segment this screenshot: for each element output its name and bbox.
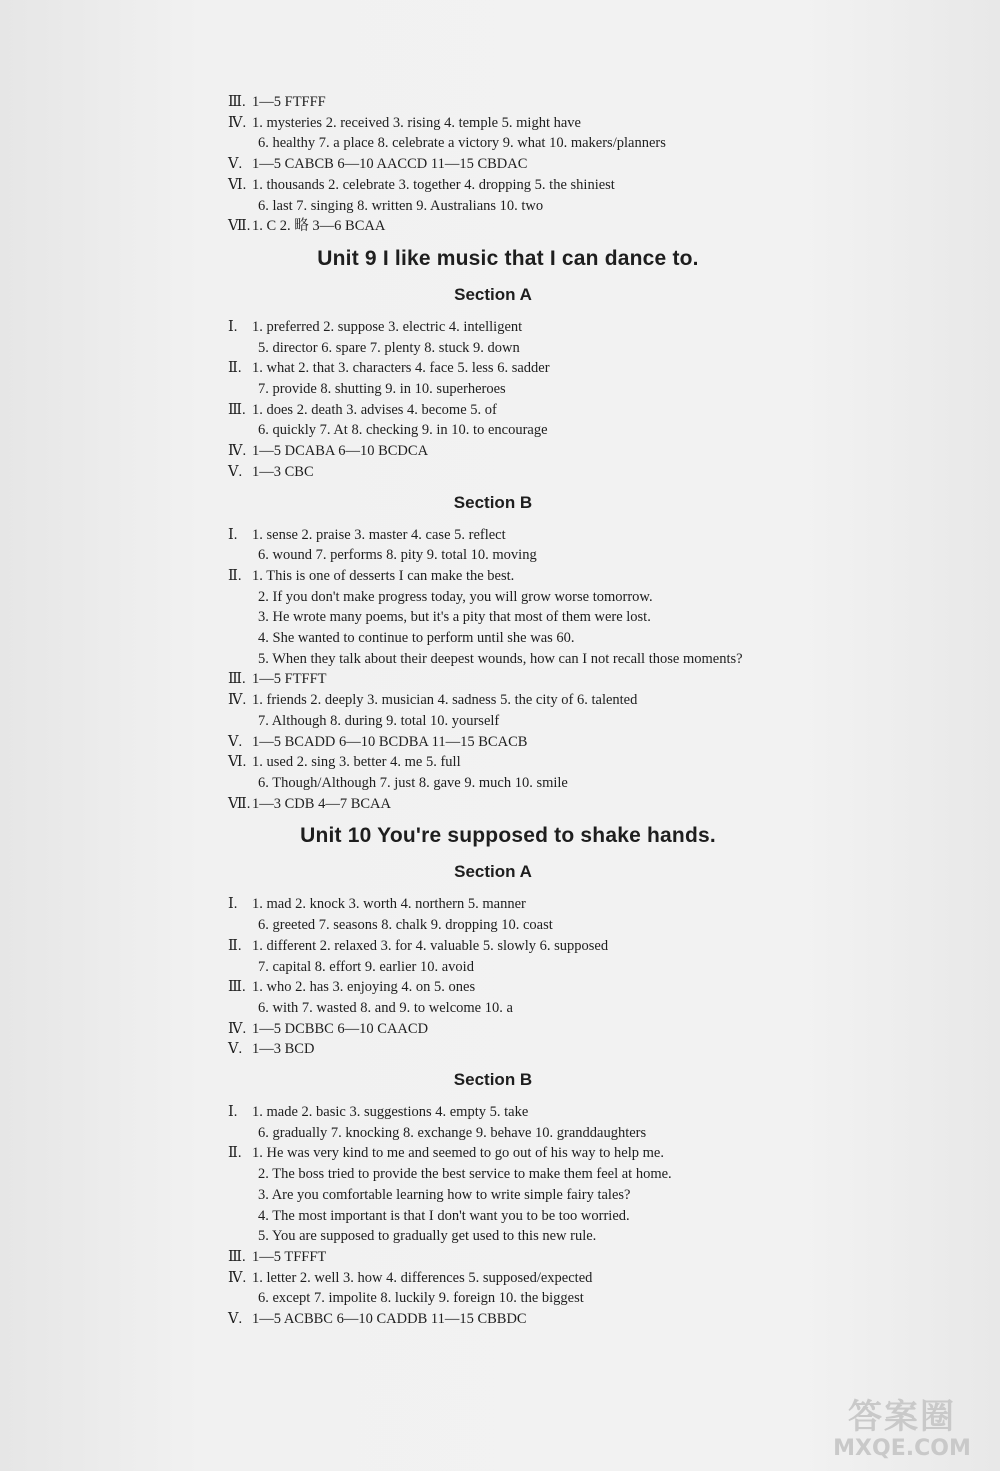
answer-text: 1—5 DCBBC 6—10 CAACD xyxy=(252,1020,429,1037)
answer-line xyxy=(228,1185,788,1206)
answer-line xyxy=(228,400,788,421)
question-number: Ⅴ. xyxy=(228,463,243,480)
answer-line xyxy=(228,566,788,587)
answer-line xyxy=(228,1143,788,1164)
answer-text: 7. capital 8. effort 9. earlier 10. avoid xyxy=(258,958,474,975)
answer-line xyxy=(228,379,788,400)
answer-text: 1. what 2. that 3. characters 4. face 5. less 6. sadder xyxy=(252,360,550,377)
question-number: Ⅲ. xyxy=(228,94,246,110)
answer-text: 7. provide 8. shutting 9. in 10. superheroes xyxy=(258,381,506,398)
answer-text: 1. friends 2. deeply 3. musician 4. sadness 5. the city of 6. talented xyxy=(252,692,638,709)
answer-line xyxy=(228,1019,788,1040)
answer-text: 1—3 CBC xyxy=(252,463,314,480)
answer-line xyxy=(228,317,788,338)
answer-text: 1—5 FTFFT xyxy=(252,671,327,688)
question-number: Ⅱ. xyxy=(228,360,242,377)
answer-text: 6. wound 7. performs 8. pity 9. total 10. moving xyxy=(258,547,537,564)
answer-line xyxy=(228,1102,788,1123)
question-number: Ⅵ. xyxy=(228,754,247,771)
question-number: Ⅰ. xyxy=(228,896,238,913)
answer-text: 3. He wrote many poems, but it's a pity that most of them were lost. xyxy=(258,609,651,626)
question-number: Ⅲ. xyxy=(228,979,246,996)
answer-text: 1. who 2. has 3. enjoying 4. on 5. ones xyxy=(252,979,476,996)
answer-line xyxy=(228,732,788,753)
answer-text: 6. last 7. singing 8. written 9. Australians 10. two xyxy=(258,197,544,214)
question-number: Ⅰ. xyxy=(228,526,238,543)
answer-line xyxy=(228,794,788,815)
answer-text: 1. sense 2. praise 3. master 4. case 5. reflect xyxy=(252,526,506,543)
answer-line xyxy=(228,92,788,113)
answer-line xyxy=(228,154,788,175)
answer-line xyxy=(228,936,788,957)
question-number: Ⅶ. xyxy=(228,218,251,235)
answer-text: 1—3 CDB 4—7 BCAA xyxy=(252,795,391,812)
answer-text: 1—5 ACBBC 6—10 CADDB 11—15 CBBDC xyxy=(252,1311,527,1328)
answer-line xyxy=(228,358,788,379)
answer-line xyxy=(228,1164,788,1185)
answer-line xyxy=(228,587,788,608)
question-number: Ⅰ. xyxy=(228,1104,238,1121)
answer-text: 5. director 6. spare 7. plenty 8. stuck 9. down xyxy=(258,339,520,356)
answer-text: 2. If you don't make progress today, you will grow worse tomorrow. xyxy=(258,588,653,605)
question-number: Ⅵ. xyxy=(228,176,247,193)
answer-text: 1—5 BCADD 6—10 BCDBA 11—15 BCACB xyxy=(252,733,528,750)
question-number: Ⅰ. xyxy=(228,318,238,335)
answer-text: 6. healthy 7. a place 8. celebrate a victory 9. what 10. makers/planners xyxy=(258,135,666,152)
answer-line xyxy=(228,649,788,670)
unit10-section-a-title: Section A xyxy=(454,862,532,882)
question-number: Ⅲ. xyxy=(228,1248,246,1265)
question-number: Ⅱ. xyxy=(228,1145,242,1162)
answer-line xyxy=(228,462,788,483)
answer-text: 1—5 TFFFT xyxy=(252,1248,327,1265)
answer-line xyxy=(228,894,788,915)
answer-line xyxy=(228,545,788,566)
answer-line xyxy=(228,690,788,711)
unit10-section-b-answers xyxy=(228,1102,788,1330)
question-number: Ⅳ. xyxy=(228,114,247,131)
unit8-tail-answers xyxy=(228,92,788,237)
answer-line xyxy=(228,420,788,441)
answer-line xyxy=(228,1309,788,1330)
answer-line xyxy=(228,1288,788,1309)
answer-text: 5. You are supposed to gradually get used to this new rule. xyxy=(258,1228,597,1245)
answer-content xyxy=(228,92,788,1330)
answer-text: 1. letter 2. well 3. how 4. differences 5. supposed/expected xyxy=(252,1269,593,1286)
answer-text: 6. with 7. wasted 8. and 9. to welcome 10. a xyxy=(258,999,513,1016)
unit10-section-b-title: Section B xyxy=(453,1070,533,1090)
answer-text: 1. mysteries 2. received 3. rising 4. temple 5. might have xyxy=(252,114,581,131)
question-number: Ⅶ. xyxy=(228,795,251,812)
answer-line xyxy=(228,607,788,628)
answer-line xyxy=(228,216,788,237)
answer-line xyxy=(228,196,788,217)
answer-line xyxy=(228,525,788,546)
question-number: Ⅳ. xyxy=(228,1269,247,1286)
question-number: Ⅴ. xyxy=(228,1311,243,1328)
question-number: Ⅲ. xyxy=(228,401,246,418)
question-number: Ⅳ. xyxy=(228,1020,247,1037)
answer-text: 1. preferred 2. suppose 3. electric 4. intelligent xyxy=(252,318,523,335)
unit9-section-a-answers xyxy=(228,317,788,483)
answer-line xyxy=(228,113,788,134)
answer-line xyxy=(228,175,788,196)
answer-text: 4. She wanted to continue to perform until she was 60. xyxy=(258,630,575,647)
answer-line xyxy=(228,998,788,1019)
answer-text: 3. Are you comfortable learning how to write simple fairy tales? xyxy=(258,1186,631,1203)
answer-text: 2. The boss tried to provide the best service to make them feel at home. xyxy=(258,1166,672,1183)
answer-line xyxy=(228,628,788,649)
question-number: Ⅴ. xyxy=(228,733,243,750)
answer-text: 1. made 2. basic 3. suggestions 4. empty 5. take xyxy=(252,1104,529,1121)
unit9-section-a-title: Section A xyxy=(454,284,532,304)
answer-text: 1. thousands 2. celebrate 3. together 4. dropping 5. the shiniest xyxy=(252,176,615,193)
answer-text: 1. This is one of desserts I can make the best. xyxy=(252,567,515,584)
question-number: Ⅴ. xyxy=(228,156,243,173)
answer-text: 1. mad 2. knock 3. worth 4. northern 5. manner xyxy=(252,896,526,913)
unit10-title: Unit 10 You're supposed to shake hands. xyxy=(300,824,716,848)
answer-line xyxy=(228,133,788,154)
answer-text: 5. When they talk about their deepest wounds, how can I not recall those moments? xyxy=(258,650,743,667)
answer-line xyxy=(228,1247,788,1268)
answer-text: 1. does 2. death 3. advises 4. become 5. of xyxy=(252,401,497,418)
answer-line xyxy=(228,1039,788,1060)
answer-text: 1. used 2. sing 3. better 4. me 5. full xyxy=(252,754,461,771)
question-number: Ⅳ. xyxy=(228,692,247,709)
answer-line xyxy=(228,1206,788,1227)
watermark-text: 答案圈 xyxy=(848,1397,956,1437)
unit10-section-a-answers xyxy=(228,894,788,1060)
watermark-logo xyxy=(812,1397,992,1467)
answer-text: 6. greeted 7. seasons 8. chalk 9. dropping 10. coast xyxy=(258,917,553,934)
answer-text: 6. quickly 7. At 8. checking 9. in 10. to encourage xyxy=(258,422,548,439)
answer-line xyxy=(228,1123,788,1144)
answer-text: 1—5 CABCB 6—10 AACCD 11—15 CBDAC xyxy=(252,156,528,173)
answer-text: 1. He was very kind to me and seemed to go out of his way to help me. xyxy=(252,1145,664,1162)
answer-line xyxy=(228,1268,788,1289)
question-number: Ⅱ. xyxy=(228,567,242,584)
answer-text: 6. Though/Although 7. just 8. gave 9. much 10. smile xyxy=(258,774,568,791)
unit9-section-b-title: Section B xyxy=(453,492,533,512)
answer-line xyxy=(228,1226,788,1247)
answer-text: 6. gradually 7. knocking 8. exchange 9. behave 10. granddaughters xyxy=(258,1124,647,1141)
answer-text: 1. C 2. 略 3—6 BCAA xyxy=(252,218,386,235)
unit9-title: Unit 9 I like music that I can dance to. xyxy=(317,246,699,270)
answer-line xyxy=(228,915,788,936)
answer-text: 1. different 2. relaxed 3. for 4. valuable 5. slowly 6. supposed xyxy=(252,937,609,954)
question-number: Ⅱ. xyxy=(228,937,242,954)
question-number: Ⅳ. xyxy=(228,443,247,460)
unit9-section-b-answers xyxy=(228,525,788,815)
question-number: Ⅴ. xyxy=(228,1041,243,1058)
answer-line xyxy=(228,773,788,794)
answer-text: 1—5 DCABA 6—10 BCDCA xyxy=(252,443,429,460)
answer-text: 1—3 BCD xyxy=(252,1041,315,1058)
answer-line xyxy=(228,752,788,773)
answer-line xyxy=(228,441,788,462)
answer-text: 7. Although 8. during 9. total 10. yourself xyxy=(258,712,500,729)
question-number: Ⅲ. xyxy=(228,671,246,688)
answer-text: 1—5 FTFFF xyxy=(252,94,326,110)
answer-line xyxy=(228,957,788,978)
answer-line xyxy=(228,338,788,359)
watermark-url: MXQE.COM xyxy=(833,1436,971,1461)
answer-line xyxy=(228,669,788,690)
answer-line xyxy=(228,711,788,732)
answer-text: 6. except 7. impolite 8. luckily 9. foreign 10. the biggest xyxy=(258,1290,584,1307)
answer-line xyxy=(228,977,788,998)
answer-text: 4. The most important is that I don't want you to be too worried. xyxy=(258,1207,630,1224)
